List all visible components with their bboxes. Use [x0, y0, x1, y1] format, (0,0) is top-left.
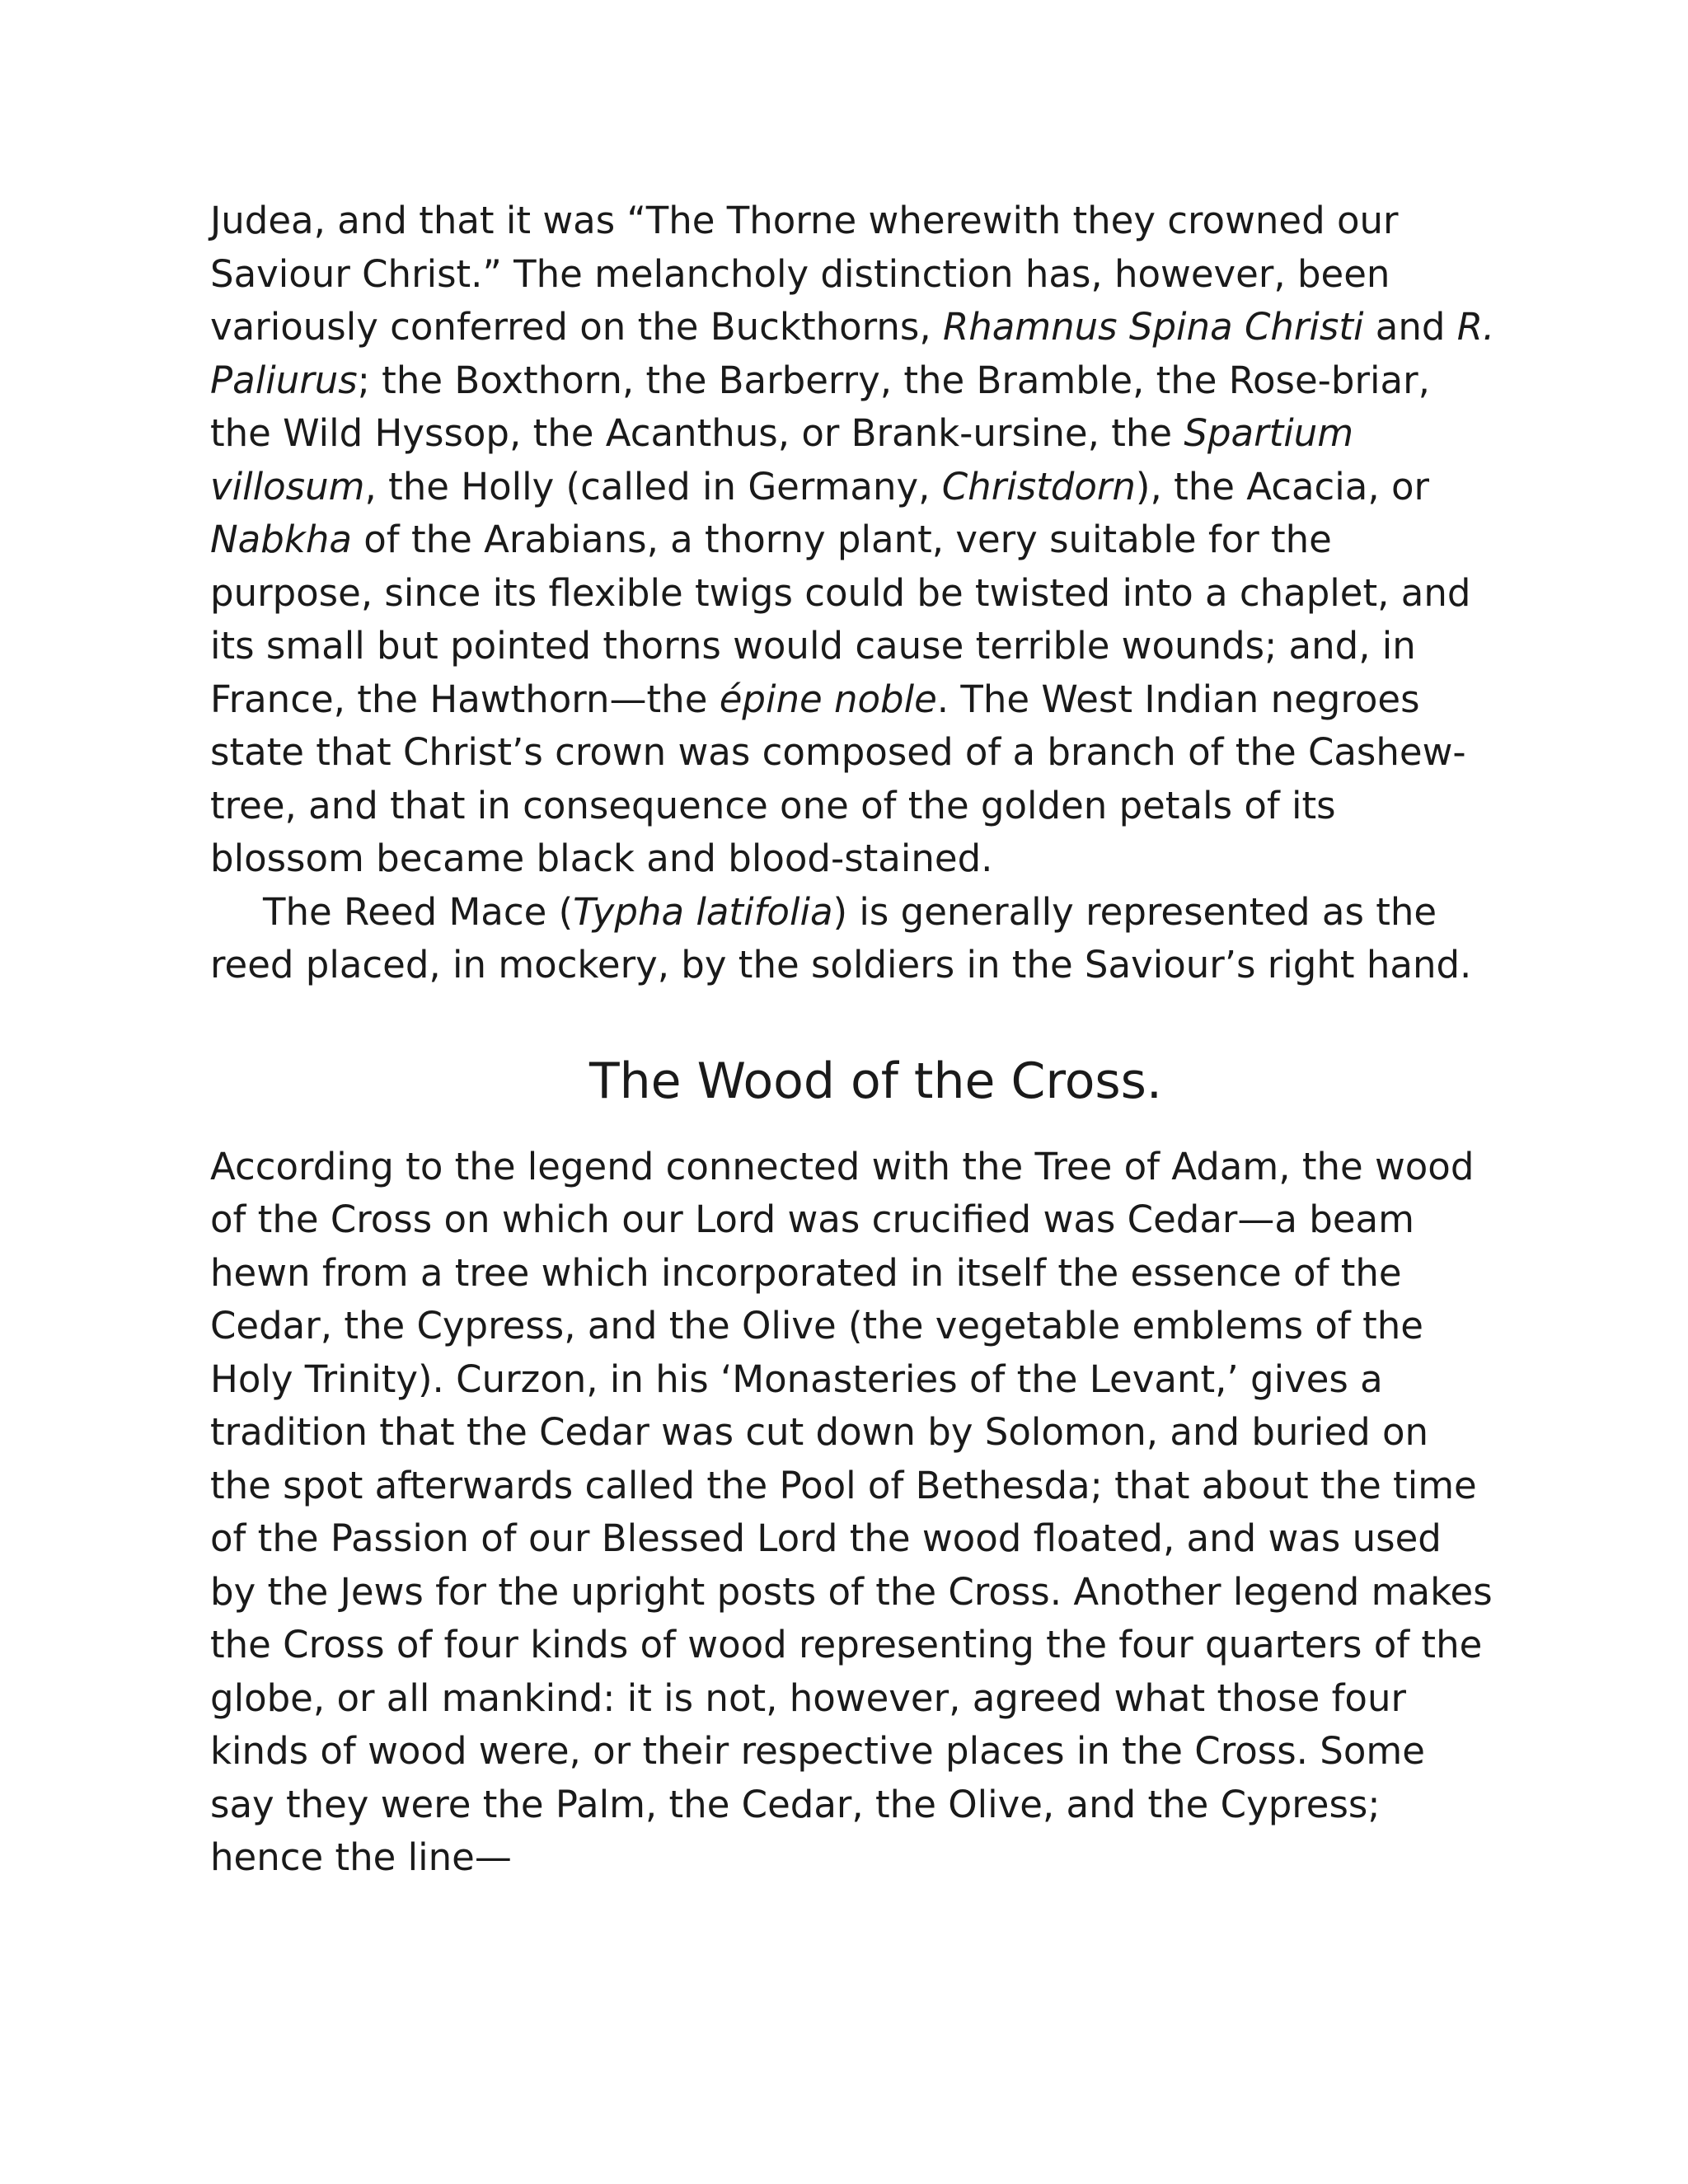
italic-term-christdorn: Christdorn	[941, 464, 1136, 509]
italic-term-nabkha: Nabkha	[210, 518, 352, 561]
text-run: ) is generally represented as the reed placed, in mockery, by the soldiers in the Saviour’s right hand.	[210, 889, 1472, 987]
text-run: and	[1363, 305, 1457, 349]
italic-term-typha-latifolia: Typha latifolia	[573, 889, 833, 934]
paragraph-wood-of-the-cross: According to the legend connected with the Tree of Adam, the wood of the Cross on which our Lord was crucified was Cedar—a beam hewn from a tree which incorporated in itself the essence of the Cedar, the Cypress, and the Olive (the vegetable emblems of the Holy Trinity). Curzon, in his ‘Monasteries of the Levant,’ gives a tradition that the Cedar was cut down by Solomon, and buried on the spot afterwards called the Pool of Bethesda; that about the time of the Passion of our Blessed Lord the wood floated, and was used by the Jews for the upright posts of the Cross. Another legend makes the Cross of four kinds of wood representing the four quarters of the globe, or all mankind: it is not, however, agreed what those four kinds of wood were, or their respective places in the Cross. Some say they were the Palm, the Cedar, the Olive, and the Cypress; hence the line—	[210, 1144, 1493, 1879]
italic-term-epine-noble: épine noble	[719, 677, 937, 721]
paragraph-reed-mace	[210, 886, 1496, 992]
italic-term-r-paliurus: R. Paliurus	[210, 305, 1495, 402]
text-run: Judea, and that it was “The Thorne wherewith they crowned our Saviour Christ.” The melancholy distinction has, however, been variously conferred on the Buckthorns,	[210, 199, 1399, 349]
italic-term-rhamnus-spina-christi: Rhamnus Spina Christi	[942, 305, 1364, 349]
paragraph-crown-of-thorns	[210, 194, 1496, 886]
text-run: ; the Boxthorn, the Barberry, the Bramble, the Rose-briar, the Wild Hyssop, the Acanthus, or Brank-ursine, the	[210, 358, 1430, 455]
text-run: . The West Indian negroes state that Christ’s crown was composed of a branch of the Cashew-tree, and that in consequence one of the golden petals of its blossom became black and blood-stained.	[210, 677, 1466, 880]
text-run: The Reed Mace (	[263, 889, 574, 934]
italic-term-spartium-villosum: Spartium villosum	[210, 411, 1354, 509]
section-heading: The Wood of the Cross.	[588, 1052, 1163, 1110]
text-run: of the Arabians, a thorny plant, very suitable for the purpose, since its flexible twigs could be twisted into a chaplet, and its small but pointed thorns would cause terrible wounds; and, in France, the Hawthorn—the	[210, 518, 1471, 721]
text-run: , the Holly (called in Germany,	[364, 464, 942, 509]
text-run: ), the Acacia, or	[1135, 464, 1430, 509]
page-body	[210, 194, 1496, 1885]
